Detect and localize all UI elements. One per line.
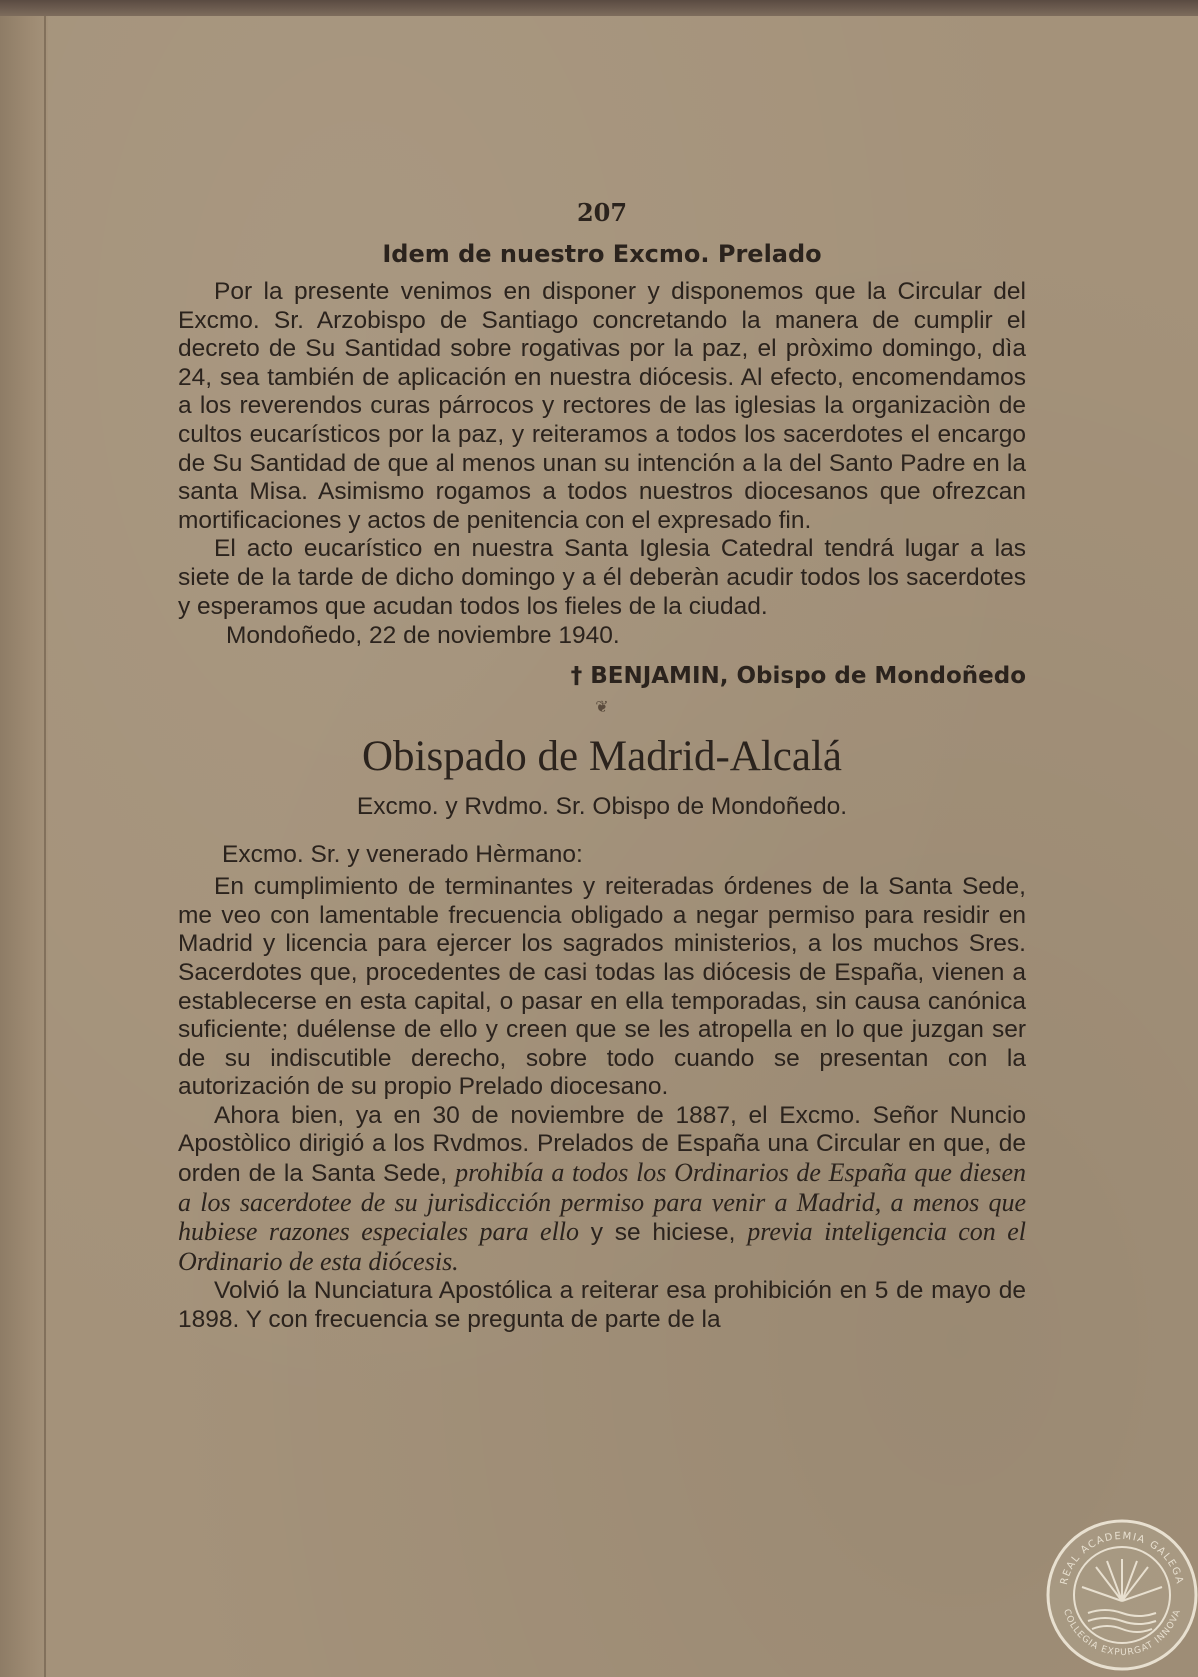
italic-quote: previa inteligencia con el Ordinario de esta diócesis.: [178, 1217, 1027, 1276]
dateline: Mondoñedo, 22 de noviembre 1940.: [226, 622, 620, 650]
library-seal-stamp-icon: [1044, 1517, 1198, 1673]
second-letter-paragraph: En cumplimiento de terminantes y reiteradas órdenes de la Santa Sede, me veo con lamentable frecuencia obligado a negar permiso para residir en Madrid y licencia para ejercer los sagrados ministerios, a los muchos Sres. Sacerdotes que, procedentes de casi todas las diócesis de España, vienen a establecerse en esta capital, o pasar en ella temporadas, sin causa canónica suficiente; duélense de ello y creen que se les atropella en lo que juzgan ser de su indiscutible derecho, sobre todo cuando se presentan con la autorización de su propio Prelado diocesano.: [178, 873, 1026, 1101]
addressee: Excmo. y Rvdmo. Sr. Obispo de Mondoñedo.: [356, 793, 848, 821]
page-number: 207: [576, 198, 628, 227]
page-content: [178, 196, 1026, 1335]
gutter-fold-line: [44, 16, 46, 1677]
signature: † BENJAMIN, Obispo de Mondoñedo: [570, 663, 1026, 690]
diocese-title: Obispado de Madrid-Alcalá: [361, 733, 842, 781]
greeting: Excmo. Sr. y venerado Hèrmano:: [222, 841, 583, 869]
page-gutter: [0, 16, 48, 1677]
seal-bottom-text: COLLEGIA EXPURGAT INNOVA: [1060, 1607, 1184, 1659]
paragraph-connector: y se hiciese,: [590, 1219, 736, 1247]
first-letter-paragraph: Por la presente venimos en disponer y disponemos que la Circular del Excmo. Sr. Arzobispo de Santiago concretando la manera de cumplir el decreto de Su Santidad sobre rogativas por la paz, el pròximo domingo, dìa 24, sea también de aplicación en nuestra diócesis. Al efecto, encomendamos a los reverendos curas párrocos y rectores de las iglesias la organizaciòn de cultos eucarísticos por la paz, y reiteramos a todos los sacerdotes el encargo de Su Santidad de que al menos unan su intención a la del Santo Padre en la santa Misa. Asimismo rogamos a todos nuestros diocesanos que ofrezcan mortificaciones y actos de penitencia con el expresado fin.: [178, 278, 1026, 534]
paragraph-intro: Ahora bien, ya en 30 de noviembre de 1887, el Excmo. Señor Nuncio Apostòlico dirigió a los Rvdmos. Prelados de España una Circular en que, de orden de la Santa Sede,: [178, 1101, 1026, 1188]
section-heading: Idem de nuestro Excmo. Prelado: [382, 240, 822, 268]
ornament-icon: ❦: [595, 699, 609, 717]
second-letter-paragraph-mixed: [178, 1102, 1026, 1278]
book-edge: [0, 0, 1198, 16]
italic-quote: prohibía a todos los Ordinarios de España que diesen a los sacerdotee de su jurisdicción permiso para venir a Madrid, a menos que hubiese razones especiales para ello: [178, 1158, 1027, 1247]
second-letter-paragraph: Volvió la Nunciatura Apostólica a reiterar esa prohibición en 5 de mayo de 1898. Y con frecuencia se pregunta de parte de la: [178, 1277, 1026, 1334]
seal-top-text: REAL ACADEMIA GALEGA: [1058, 1530, 1186, 1587]
first-letter-paragraph: El acto eucarístico en nuestra Santa Iglesia Catedral tendrá lugar a las siete de la tarde de dicho domingo y a él deberàn acudir todos los sacerdotes y esperamos que acudan todos los fieles de la ciudad.: [178, 535, 1026, 620]
